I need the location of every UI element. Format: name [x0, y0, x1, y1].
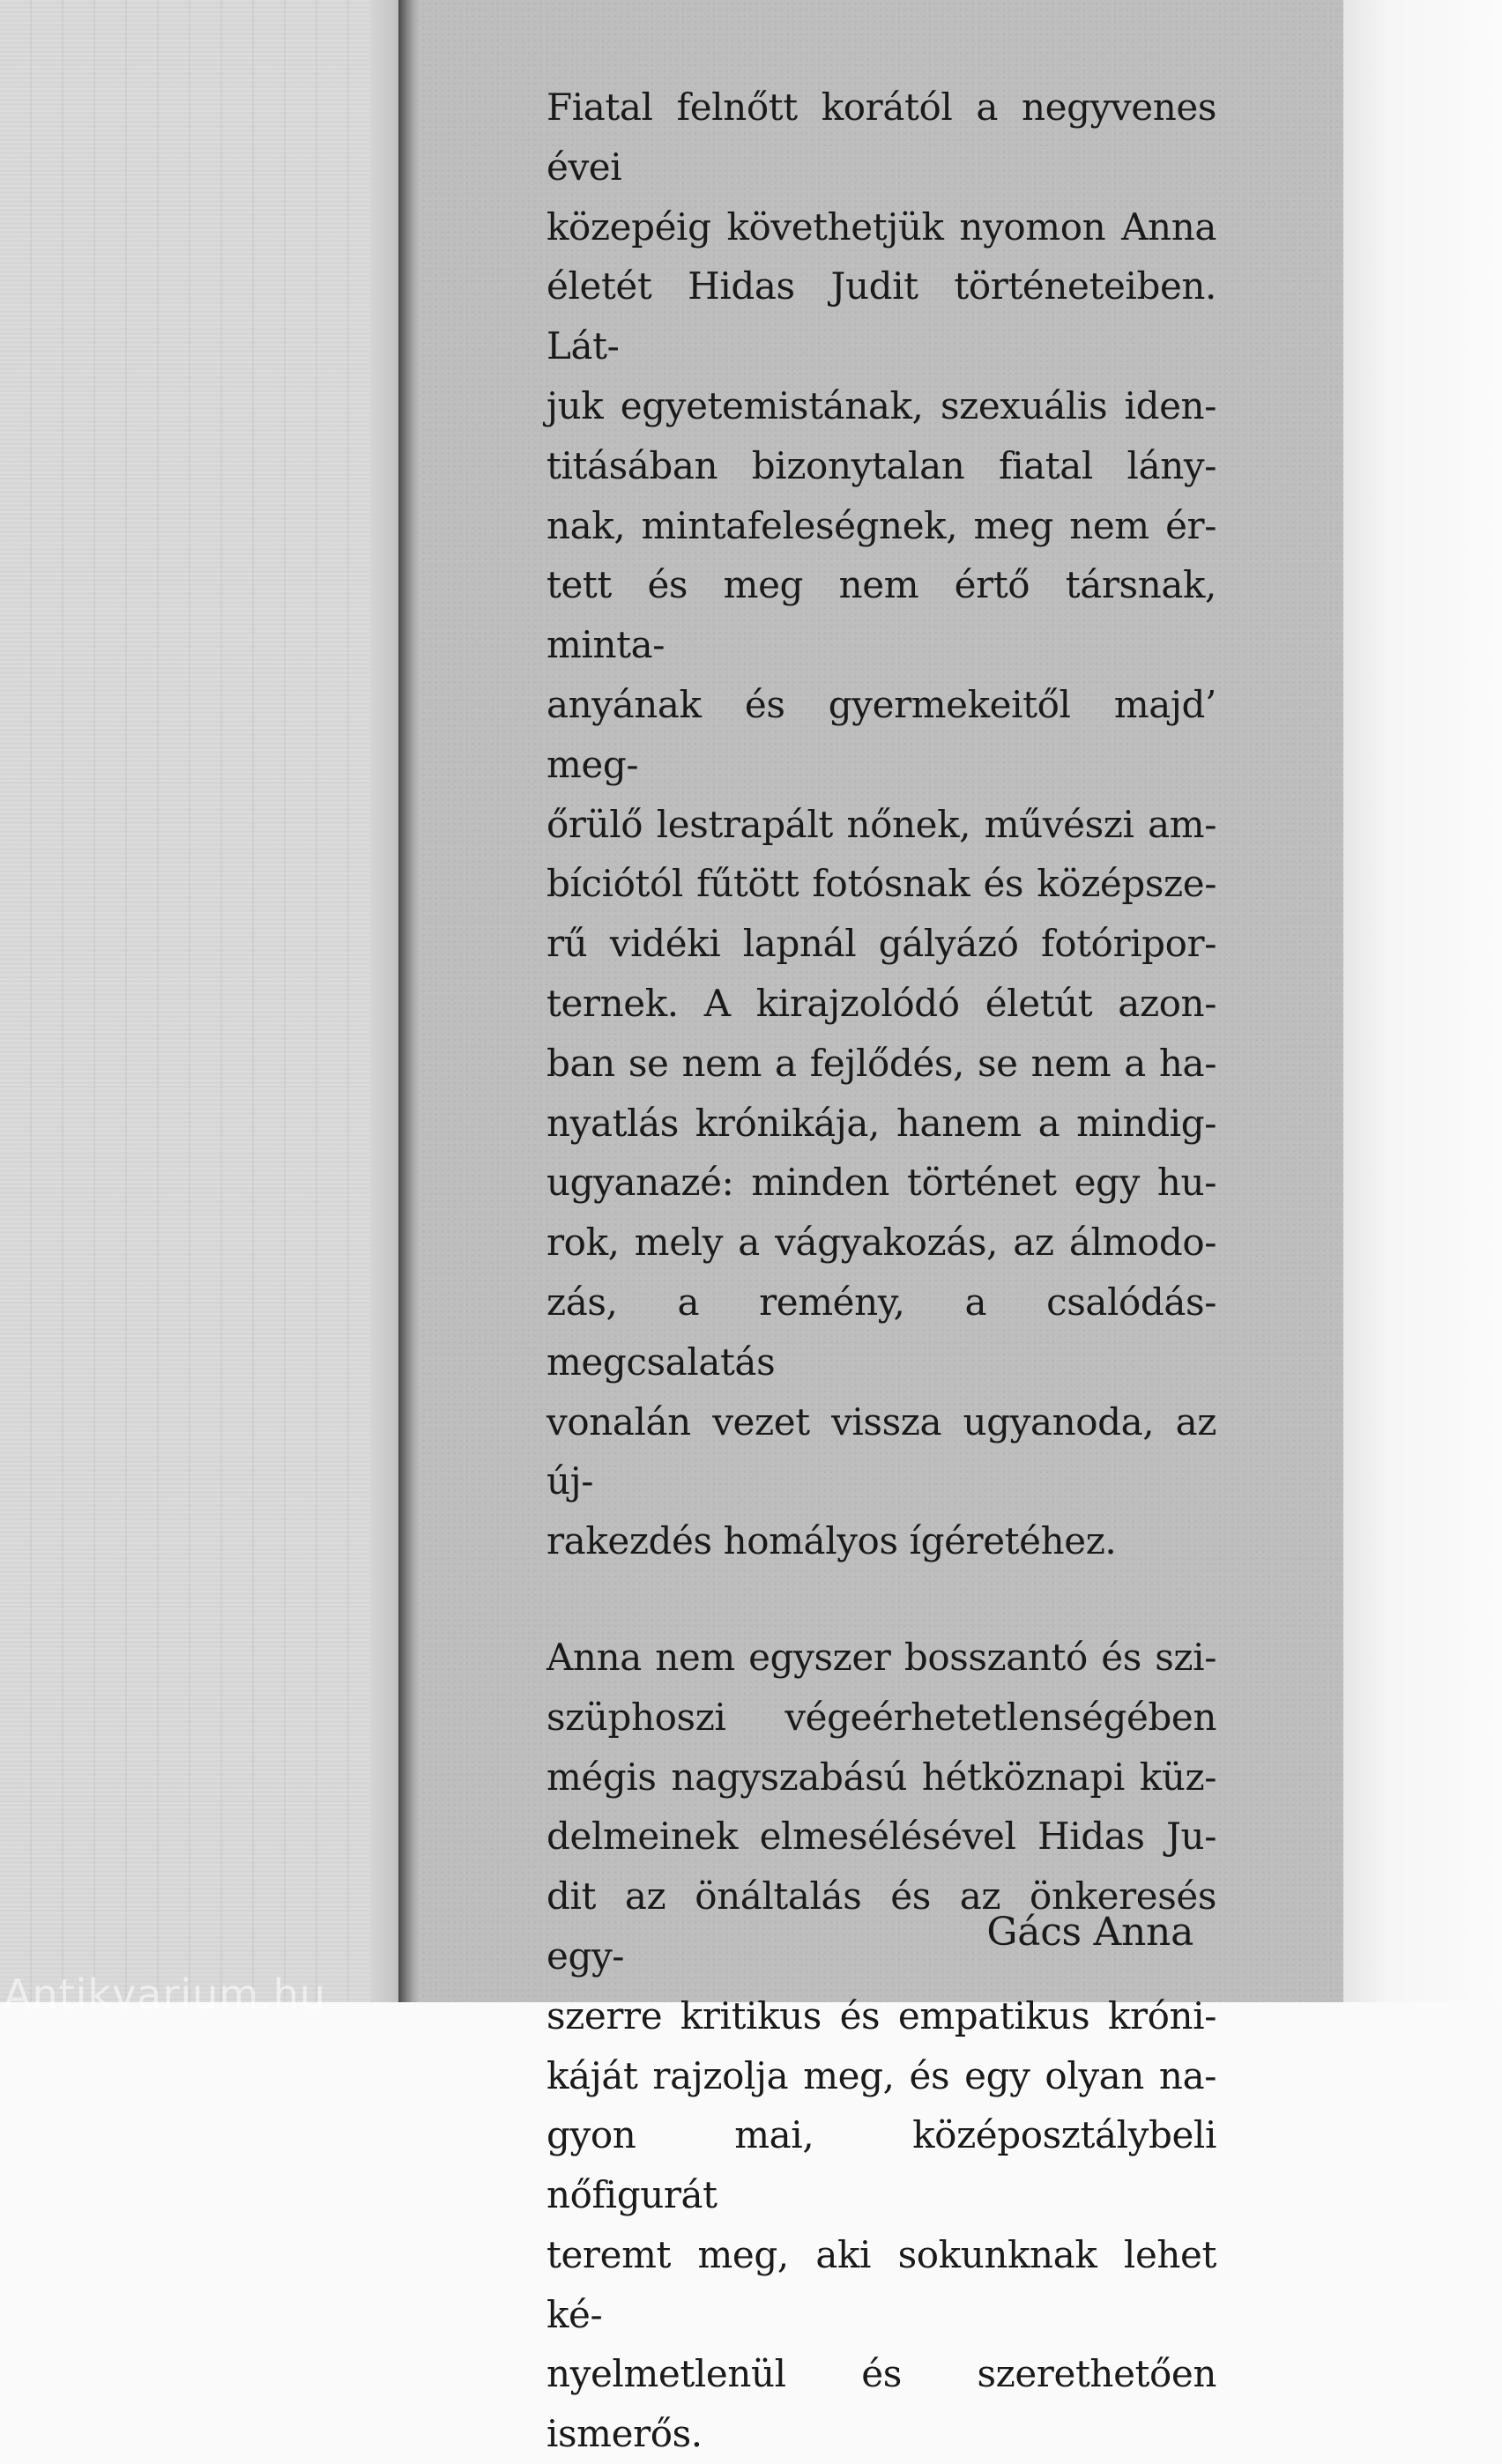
- watermark: Antikvarium.hu: [4, 1970, 327, 2018]
- text-line: delmeinek elmesélésével Hidas Ju-: [547, 1815, 1216, 1859]
- book-spine: [398, 0, 420, 2002]
- text-line: Fiatal felnőtt korától a negyvenes évei: [547, 85, 1216, 189]
- text-line: gyon mai, középosztálybeli nőfigurát: [547, 2113, 1216, 2217]
- text-line: bíciótól fűtött fotósnak és középsze-: [547, 862, 1216, 906]
- text-line: teremt meg, aki sokunknak lehet ké-: [547, 2232, 1216, 2336]
- text-line: káját rajzolja meg, és egy olyan na-: [547, 2053, 1216, 2097]
- text-line: vonalán vezet vissza ugyanoda, az új-: [547, 1399, 1216, 1503]
- text-line: nyatlás krónikája, hanem a mindig-: [547, 1101, 1216, 1145]
- text-line: anyának és gyermekeitől majd’ meg-: [547, 682, 1216, 786]
- text-line: szüphoszi végeérhetetlenségében: [547, 1695, 1216, 1739]
- text-line: nyelmetlenül és szerethetően ismerős.: [547, 2352, 1216, 2456]
- right-background: [1343, 0, 1502, 2002]
- blurb-text: [547, 78, 1216, 2464]
- text-line: rű vidéki lapnál gályázó fotóripor-: [547, 922, 1216, 966]
- text-line: rok, mely a vágyakozás, az álmodo-: [547, 1221, 1216, 1265]
- left-page: [0, 0, 397, 2002]
- text-line: őrülő lestrapált nőnek, művészi am-: [547, 802, 1216, 846]
- text-line: szerre kritikus és empatikus króni-: [547, 1993, 1216, 2037]
- text-line: nak, mintafeleségnek, meg nem ér-: [547, 503, 1216, 547]
- paragraph-gap: [547, 1571, 1216, 1628]
- author-signature: Gács Anna: [986, 1910, 1193, 1955]
- text-line: közepéig követhetjük nyomon Anna: [547, 204, 1216, 249]
- text-line: tett és meg nem értő társnak, minta-: [547, 563, 1216, 667]
- paragraph-1: [547, 78, 1216, 1571]
- text-line: titásában bizonytalan fiatal lány-: [547, 443, 1216, 487]
- text-line: ternek. A kirajzolódó életút azon-: [547, 981, 1216, 1025]
- text-line: rakezdés homályos ígéretéhez.: [547, 1519, 1117, 1563]
- text-line: ban se nem a fejlődés, se nem a ha-: [547, 1041, 1216, 1085]
- text-line: dit az önáltalás és az önkeresés egy-: [547, 1874, 1216, 1978]
- text-line: zás, a remény, a csalódás-megcsalatás: [547, 1280, 1216, 1384]
- text-line: életét Hidas Judit történeteiben. Lát-: [547, 264, 1216, 368]
- text-line: Anna nem egyszer bosszantó és szi-: [547, 1635, 1216, 1679]
- text-line: ugyanazé: minden történet egy hu-: [547, 1161, 1216, 1205]
- text-line: mégis nagyszabású hétköznapi küz-: [547, 1755, 1216, 1799]
- text-line: juk egyetemistának, szexuális iden-: [547, 383, 1216, 427]
- paragraph-2: [547, 1628, 1216, 2464]
